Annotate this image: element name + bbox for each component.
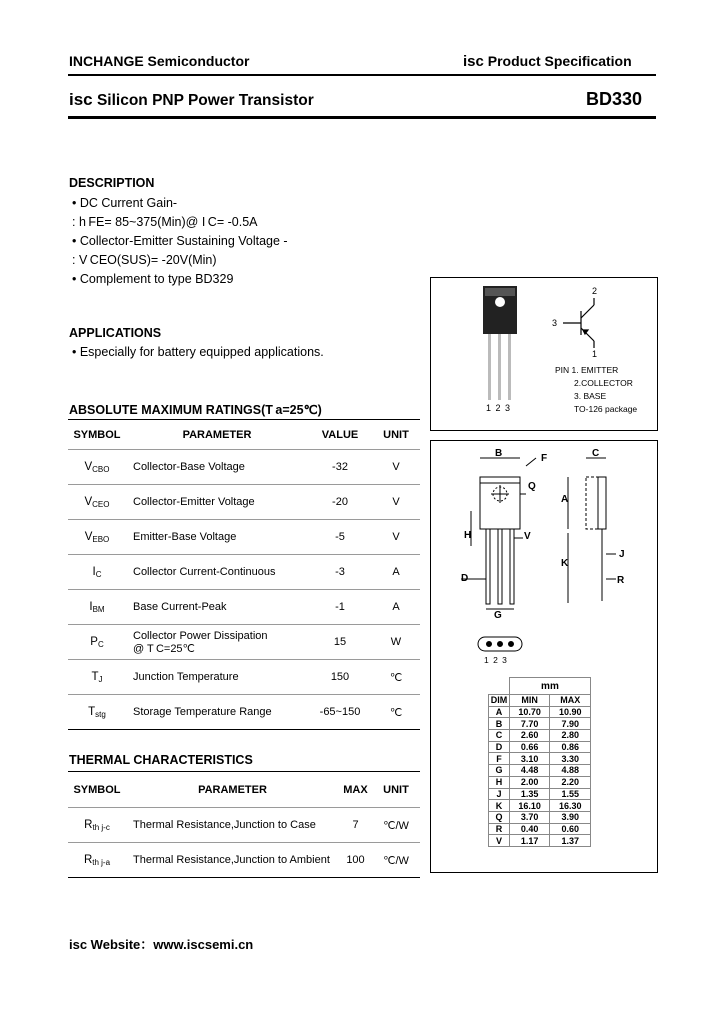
symbol-cell	[68, 450, 126, 485]
dimension-row	[489, 753, 591, 765]
value-cell: -32	[308, 450, 372, 485]
dimension-cell: G	[489, 765, 510, 777]
dimension-cell: 10.70	[509, 706, 550, 718]
applications-item: • Especially for battery equipped applications.	[72, 345, 324, 359]
symbol-cell	[68, 843, 126, 878]
symbol-subscript: C	[97, 639, 104, 649]
column-header: UNIT	[383, 428, 409, 441]
column-header: PARAMETER	[198, 783, 267, 796]
dimension-cell: 2.80	[550, 730, 591, 742]
symbol-subscript: EBO	[92, 534, 110, 544]
pin-legend-item: TO-126 package	[574, 404, 638, 414]
dimension-cell: 7.90	[550, 718, 591, 730]
pin-lead-icon	[508, 334, 511, 400]
product-desc: Silicon PNP Power Transistor	[96, 92, 314, 109]
dimension-cell: J	[489, 788, 510, 800]
unit-cell: ℃/W	[372, 843, 420, 878]
value-cell: -3	[308, 555, 372, 590]
column-header: UNIT	[383, 783, 409, 796]
symbol-pin-label: 2	[592, 286, 598, 296]
symbol-letter: V	[84, 495, 93, 508]
unit-cell: A	[372, 590, 420, 625]
dimension-cell: 0.40	[509, 823, 550, 835]
value-cell: -20	[308, 485, 372, 520]
unit-cell: W	[372, 625, 420, 660]
dimension-cell: 4.88	[550, 765, 591, 777]
value-cell: 15	[308, 625, 372, 660]
dimensions-table	[488, 677, 591, 847]
dimension-cell: K	[489, 800, 510, 812]
website-link[interactable]: www.iscsemi.cn	[153, 937, 254, 952]
description-item: : V CEO(SUS)= -20V(Min)	[72, 253, 217, 267]
header-rule-top	[68, 74, 656, 76]
column-header: MAX	[550, 695, 591, 707]
parameter-cell	[126, 590, 308, 625]
dimension-cell: 1.37	[550, 835, 591, 847]
symbol-cell	[68, 590, 126, 625]
symbol-cell	[68, 485, 126, 520]
parameter-cell	[126, 660, 308, 695]
symbol-subscript: stg	[95, 709, 106, 719]
dimension-row	[489, 718, 591, 730]
dimension-cell: 2.60	[509, 730, 550, 742]
dimension-cell: D	[489, 741, 510, 753]
dim-label-q: Q	[528, 481, 536, 492]
footer-website	[69, 934, 253, 953]
dimension-cell: F	[489, 753, 510, 765]
description-item: • Collector-Emitter Sustaining Voltage -	[72, 234, 288, 248]
outline-drawing	[431, 441, 657, 681]
symbol-subscript: th j-a	[92, 857, 111, 867]
dim-label-a: A	[561, 494, 569, 505]
symbol-letter: T	[91, 670, 99, 683]
dimension-row	[489, 811, 591, 823]
pin-legend-item: 3. BASE	[574, 391, 607, 401]
dimension-cell: R	[489, 823, 510, 835]
dimension-cell: C	[489, 730, 510, 742]
symbol-subscript: BM	[92, 604, 105, 614]
symbol-subscript: CEO	[92, 499, 110, 509]
abs-max-title: ABSOLUTE MAXIMUM RATINGS(T a=25℃)	[69, 403, 322, 417]
dim-label-k: K	[561, 558, 569, 569]
dimension-cell: 3.90	[550, 811, 591, 823]
parameter-text: Base Current-Peak	[133, 601, 227, 613]
dimension-cell: 10.90	[550, 706, 591, 718]
part-number: BD330	[586, 89, 643, 109]
table-row	[68, 590, 420, 625]
symbol-cell	[68, 520, 126, 555]
parameter-cell	[126, 555, 308, 590]
parameter-condition: @ T C=25℃	[133, 642, 195, 655]
dimension-cell: 3.10	[509, 753, 550, 765]
symbol-cell	[68, 695, 126, 730]
dimension-cell: 2.00	[509, 776, 550, 788]
thermal-title: THERMAL CHARACTERISTICS	[69, 753, 253, 767]
dimension-row	[489, 741, 591, 753]
table-header-row	[68, 420, 420, 450]
dimension-row	[489, 823, 591, 835]
parameter-cell	[126, 450, 308, 485]
product-title	[69, 90, 314, 110]
table-row	[68, 520, 420, 555]
dimension-row	[489, 730, 591, 742]
symbol-letter: V	[84, 530, 93, 543]
symbol-cell	[68, 660, 126, 695]
dim-label-c: C	[592, 448, 600, 459]
table-row	[68, 625, 420, 660]
dimension-cell: 1.17	[509, 835, 550, 847]
dimension-cell: 0.86	[550, 741, 591, 753]
company-name: INCHANGE Semiconductor	[69, 53, 250, 69]
value-cell: -65~150	[308, 695, 372, 730]
parameter-cell	[126, 625, 308, 660]
value-cell: 7	[339, 808, 372, 843]
pnp-symbol-icon	[563, 298, 594, 348]
unit-cell: ℃	[372, 660, 420, 695]
pin-lead-icon	[488, 334, 491, 400]
dimension-cell: Q	[489, 811, 510, 823]
symbol-subscript: C	[95, 569, 102, 579]
dim-label-v: V	[524, 531, 531, 542]
parameter-cell	[126, 485, 308, 520]
value-cell: 100	[339, 843, 372, 878]
thermal-table	[68, 771, 420, 878]
dimension-row	[489, 776, 591, 788]
dimension-cell: B	[489, 718, 510, 730]
dimension-cell: 1.35	[509, 788, 550, 800]
parameter-text: Emitter-Base Voltage	[133, 531, 237, 543]
symbol-letter: T	[88, 705, 96, 718]
spec-prefix: isc	[463, 53, 484, 70]
table-row	[68, 843, 420, 878]
pin-legend-item: 2.COLLECTOR	[574, 378, 633, 388]
symbol-letter: R	[84, 818, 93, 831]
header-rule-bottom	[68, 116, 656, 119]
symbol-pin-label: 1	[592, 349, 598, 359]
parameter-cell	[126, 695, 308, 730]
value-cell: -5	[308, 520, 372, 555]
description-list	[72, 194, 288, 289]
unit-cell: V	[372, 450, 420, 485]
outline-drawing-box	[430, 440, 658, 873]
pin-legend	[555, 364, 637, 416]
symbol-letter: P	[90, 635, 98, 648]
symbol-cell	[68, 555, 126, 590]
table-row	[68, 450, 420, 485]
symbol-letter: I	[92, 565, 96, 578]
dimension-cell: 3.30	[550, 753, 591, 765]
dimension-cell: 0.60	[550, 823, 591, 835]
dimension-row	[489, 706, 591, 718]
spec-title	[463, 53, 632, 70]
dim-label-h: H	[464, 530, 472, 541]
column-header: PARAMETER	[182, 428, 252, 441]
dimension-cell: 0.66	[509, 741, 550, 753]
table-row	[68, 485, 420, 520]
dimension-cell: 16.30	[550, 800, 591, 812]
symbol-pin-label: 3	[552, 318, 558, 328]
dimension-cell: H	[489, 776, 510, 788]
unit-cell: V	[372, 485, 420, 520]
parameter-text: Storage Temperature Range	[133, 706, 272, 718]
symbol-subscript: J	[98, 674, 103, 684]
abs-max-table	[68, 419, 420, 730]
column-header: MIN	[509, 695, 550, 707]
symbol-letter: V	[84, 460, 93, 473]
symbol-subscript: CBO	[92, 464, 110, 474]
unit-cell: ℃	[372, 695, 420, 730]
dimension-row	[489, 800, 591, 812]
dim-label-j: J	[619, 549, 625, 560]
parameter-text: Junction Temperature	[133, 671, 239, 683]
parameter-text: Collector Power Dissipation	[133, 629, 268, 642]
dimension-row	[489, 835, 591, 847]
table-row	[68, 660, 420, 695]
dimension-row	[489, 765, 591, 777]
package-box	[430, 277, 658, 431]
unit-header: mm	[509, 678, 590, 695]
unit-cell: A	[372, 555, 420, 590]
dim-label-b: B	[495, 448, 503, 459]
dimension-cell: 1.55	[550, 788, 591, 800]
footer-label: isc Website：	[69, 937, 154, 952]
table-header-row	[68, 772, 420, 808]
description-title: DESCRIPTION	[69, 176, 155, 190]
dim-label-d: D	[461, 573, 469, 584]
description-item: • Complement to type BD329	[72, 272, 234, 286]
spec-label: Product Specification	[487, 53, 632, 69]
unit-cell: V	[372, 520, 420, 555]
description-item: • DC Current Gain-	[72, 196, 178, 210]
dimension-row	[489, 788, 591, 800]
dimension-cell: 4.48	[509, 765, 550, 777]
dimension-cell: A	[489, 706, 510, 718]
value-cell: -1	[308, 590, 372, 625]
column-header: MAX	[343, 783, 368, 796]
parameter-text: Collector-Base Voltage	[133, 461, 245, 473]
parameter-text: Collector-Emitter Voltage	[133, 496, 255, 508]
table-row	[68, 808, 420, 843]
dim-label-r: R	[617, 575, 625, 586]
symbol-letter: I	[89, 600, 93, 613]
symbol-subscript: th j-c	[92, 822, 110, 832]
symbol-cell	[68, 625, 126, 660]
product-prefix: isc	[69, 90, 93, 109]
dim-label-f: F	[541, 453, 548, 464]
column-header: SYMBOL	[73, 783, 121, 796]
column-header: VALUE	[321, 428, 359, 441]
column-header: SYMBOL	[73, 428, 121, 441]
footprint-pin-numbers: 1 2 3	[484, 655, 507, 665]
dim-label-g: G	[494, 610, 502, 621]
pin-numbers: 1 2 3	[486, 403, 511, 413]
column-header: DIM	[489, 695, 510, 707]
parameter-cell	[126, 520, 308, 555]
mounting-hole-icon	[495, 297, 505, 307]
pin-lead-icon	[498, 334, 501, 400]
parameter-cell: Thermal Resistance,Junction to Ambient	[126, 843, 339, 878]
dimension-cell: V	[489, 835, 510, 847]
applications-title: APPLICATIONS	[69, 326, 162, 340]
parameter-text: Collector Current-Continuous	[133, 566, 276, 578]
dimension-cell: 7.70	[509, 718, 550, 730]
dimension-cell: 16.10	[509, 800, 550, 812]
dimension-cell: 2.20	[550, 776, 591, 788]
symbol-letter: R	[83, 853, 93, 866]
symbol-cell	[68, 808, 126, 843]
unit-cell: ℃/W	[372, 808, 420, 843]
parameter-cell: Thermal Resistance,Junction to Case	[126, 808, 339, 843]
dimension-cell: 3.70	[509, 811, 550, 823]
table-row	[68, 555, 420, 590]
value-cell: 150	[308, 660, 372, 695]
table-row	[68, 695, 420, 730]
description-item: : h FE= 85~375(Min)@ I C= -0.5A	[72, 215, 258, 229]
pin-legend-item: PIN 1. EMITTER	[555, 365, 619, 375]
